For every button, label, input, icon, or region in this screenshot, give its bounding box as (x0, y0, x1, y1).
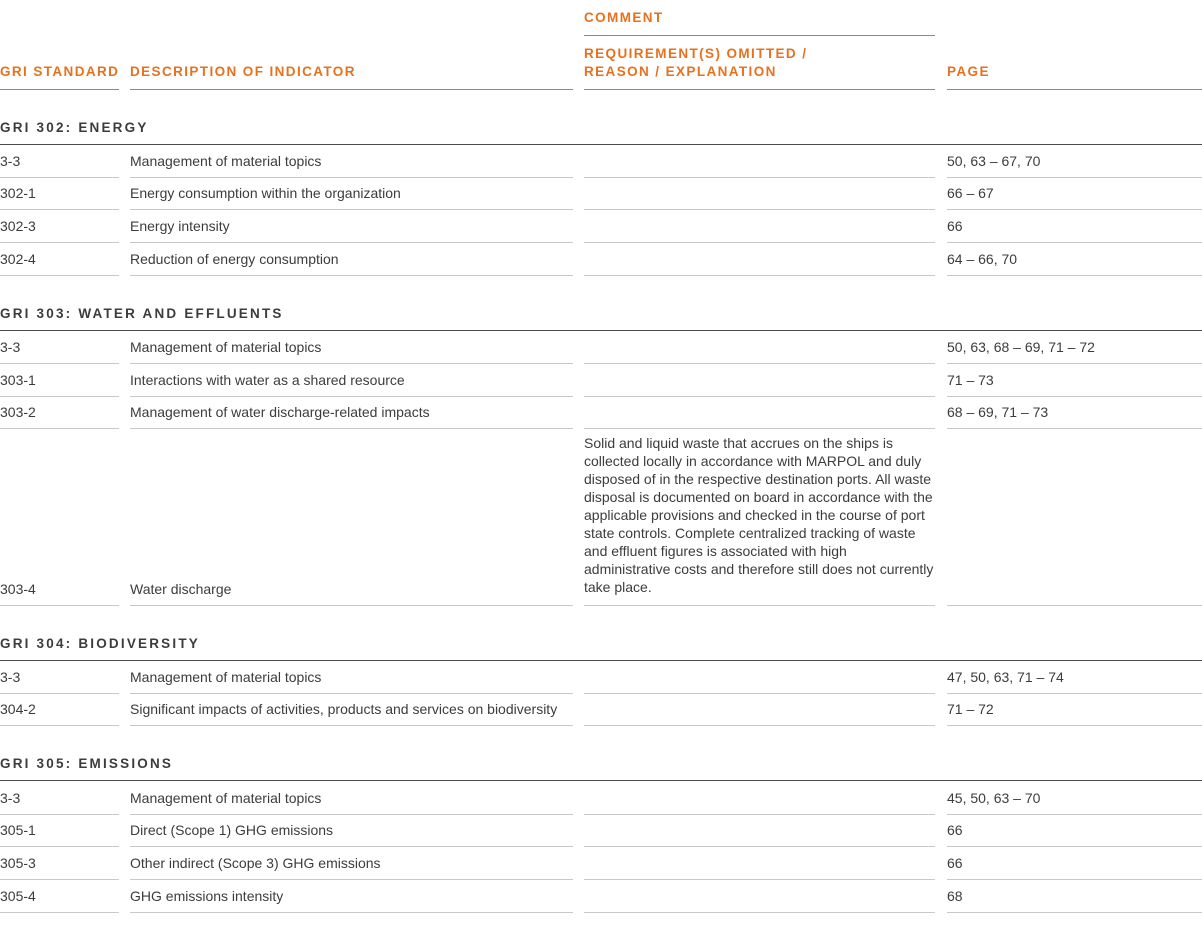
cell-page: 71 – 72 (947, 694, 1202, 726)
cell-page: 66 (947, 210, 1202, 243)
cell-comment (584, 429, 935, 606)
cell-standard: 303-2 (0, 397, 119, 429)
cell-page: 64 – 66, 70 (947, 243, 1202, 276)
table-row (0, 880, 1202, 913)
cell-standard: 302-3 (0, 210, 119, 243)
cell-description: Management of water discharge-related impacts (130, 397, 573, 429)
cell-standard: 305-4 (0, 880, 119, 913)
header-rule-standard (0, 89, 119, 90)
cell-standard: 305-1 (0, 815, 119, 847)
cell-standard: 302-4 (0, 243, 119, 276)
cell-standard: 303-4 (0, 429, 119, 606)
section-title: GRI 305: EMISSIONS (0, 756, 174, 771)
table-row (0, 815, 1202, 847)
cell-comment (584, 847, 935, 880)
table-row (0, 782, 1202, 815)
cell-description: Management of material topics (130, 782, 573, 815)
cell-description: Interactions with water as a shared resource (130, 364, 573, 397)
comment-text: Solid and liquid waste that accrues on the ships is collected locally in accordance with MARPOL and duly disposed of in the respective destination ports. All waste disposal is documented on board in accordance with the applicable provisions and checked in the course of port state controls. Complete centralized tracking of waste and effluent figures is associated with high administrative costs and therefore still does not currently take place. (584, 435, 934, 595)
header-rule-comment (584, 89, 935, 90)
cell-page: 50, 63, 68 – 69, 71 – 72 (947, 331, 1202, 364)
section-water-and-effluents (0, 291, 1202, 331)
cell-page: 68 (947, 880, 1202, 913)
cell-comment (584, 694, 935, 726)
cell-description: Energy intensity (130, 210, 573, 243)
cell-comment (584, 145, 935, 178)
table-row (0, 694, 1202, 726)
cell-standard: 303-1 (0, 364, 119, 397)
cell-comment (584, 210, 935, 243)
header-rule-page (947, 89, 1202, 90)
column-header-page: PAGE (947, 64, 990, 79)
cell-comment (584, 782, 935, 815)
cell-description: Direct (Scope 1) GHG emissions (130, 815, 573, 847)
column-header-standard: GRI STANDARD (0, 64, 120, 79)
cell-description: Water discharge (130, 429, 573, 606)
comment-group-rule (584, 35, 935, 36)
section-energy (0, 105, 1202, 145)
cell-page: 66 – 67 (947, 178, 1202, 210)
cell-description: Management of material topics (130, 331, 573, 364)
table-row (0, 331, 1202, 364)
section-emissions (0, 741, 1202, 781)
comment-group-header: COMMENT (584, 10, 664, 25)
cell-description: Management of material topics (130, 661, 573, 694)
cell-comment (584, 364, 935, 397)
column-header-comment-line1: REQUIREMENT(S) OMITTED / (584, 46, 808, 61)
cell-page: 45, 50, 63 – 70 (947, 782, 1202, 815)
table-row (0, 429, 1202, 606)
cell-page: 50, 63 – 67, 70 (947, 145, 1202, 178)
section-title: GRI 302: ENERGY (0, 120, 149, 135)
cell-description: Reduction of energy consumption (130, 243, 573, 276)
cell-comment (584, 243, 935, 276)
table-row (0, 145, 1202, 178)
table-row (0, 243, 1202, 276)
cell-page (947, 429, 1202, 606)
cell-comment (584, 661, 935, 694)
cell-comment (584, 815, 935, 847)
cell-comment (584, 880, 935, 913)
table-row (0, 210, 1202, 243)
column-header-description: DESCRIPTION OF INDICATOR (130, 64, 356, 79)
cell-comment (584, 397, 935, 429)
section-biodiversity (0, 621, 1202, 661)
cell-comment (584, 178, 935, 210)
section-title: GRI 303: WATER AND EFFLUENTS (0, 306, 284, 321)
cell-page: 68 – 69, 71 – 73 (947, 397, 1202, 429)
cell-description: Energy consumption within the organization (130, 178, 573, 210)
cell-description: Significant impacts of activities, products and services on biodiversity (130, 694, 573, 726)
cell-page: 71 – 73 (947, 364, 1202, 397)
cell-description: Other indirect (Scope 3) GHG emissions (130, 847, 573, 880)
section-rule (0, 780, 1202, 781)
column-header-comment-line2: REASON / EXPLANATION (584, 64, 777, 79)
table-row (0, 847, 1202, 880)
table-row (0, 364, 1202, 397)
cell-description: Management of material topics (130, 145, 573, 178)
cell-page: 66 (947, 847, 1202, 880)
header-rule-description (130, 89, 573, 90)
cell-page: 47, 50, 63, 71 – 74 (947, 661, 1202, 694)
cell-standard: 305-3 (0, 847, 119, 880)
cell-standard: 3-3 (0, 331, 119, 364)
cell-standard: 302-1 (0, 178, 119, 210)
table-row (0, 178, 1202, 210)
cell-standard: 304-2 (0, 694, 119, 726)
cell-standard: 3-3 (0, 145, 119, 178)
cell-page: 66 (947, 815, 1202, 847)
table-row (0, 661, 1202, 694)
table-row (0, 397, 1202, 429)
cell-description: GHG emissions intensity (130, 880, 573, 913)
cell-standard: 3-3 (0, 782, 119, 815)
section-title: GRI 304: BIODIVERSITY (0, 636, 200, 651)
cell-standard: 3-3 (0, 661, 119, 694)
cell-comment (584, 331, 935, 364)
